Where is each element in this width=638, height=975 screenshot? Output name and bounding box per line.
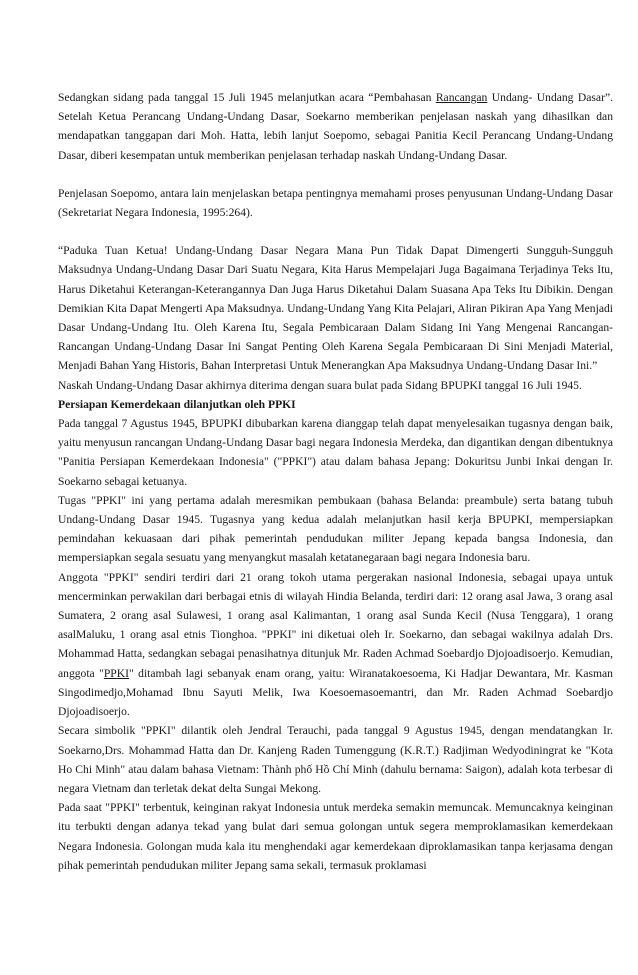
section-heading: Persiapan Kemerdekaan dilanjutkan oleh PPKI xyxy=(58,397,296,411)
quote-soepomo: “Paduka Tuan Ketua! Undang-Undang Dasar Negara Mana Pun Tidak Dapat Dimengerti Sungguh-Sungguh Maksudnya Undang-Undang Dasar Dari Suatu Negara, Kita Harus Mempelajari Juga Bagaimana Terjadinya Teks Itu, Harus Diketahui Keterangan-Keterangannya Dan Juga Harus Diketahui Dalam Suasana Apa Teks Itu Dibikin. Dengan Demikian Kita Dapat Mengerti Apa Maksudnya. Undang-Undang Yang Kita Pelajari, Aliran Pikiran Apa Yang Menjadi Dasar Undang-Undang Itu. Oleh Karena Itu, Segala Pembicaraan Dalam Sidang Ini Yang Mengenai Rancangan-Rancangan Undang-Undang Dasar Ini Sangat Penting Oleh Karena Segala Pembicaraan Di Sini Menjadi Material, Menjadi Bahan Yang Historis, Bahan Interpretasi Untuk Menerangkan Apa Maksudnya Undang-Undang Dasar Ini.” xyxy=(58,244,613,373)
document-page xyxy=(58,88,613,875)
paragraph-penjelasan-soepomo: Penjelasan Soepomo, antara lain menjelaskan betapa pentingnya memahami proses penyusunan Undang-Undang Dasar (Sekretariat Negara Indonesia, 1995:264). xyxy=(58,186,613,220)
paragraph-anggota-ppki xyxy=(58,568,613,722)
paragraph-text: " ditambah lagi sebanyak enam orang, yaitu: Wiranatakoesoema, Ki Hadjar Dewantara, Mr. Kasman Singodimedjo,Mohamad Ibnu Sayuti Melik, Iwa Koesoemasoemantri, dan Mr. Raden Achmad Soebardjo Djojoadisoerjo. xyxy=(58,666,613,719)
paragraph-tugas-ppki: Tugas "PPKI" ini yang pertama adalah meresmikan pembukaan (bahasa Belanda: preambule) serta batang tubuh Undang-Undang Dasar 1945. Tugasnya yang kedua adalah melanjutkan hasil kerja BPUPKI, mempersiapkan pemindahan kekuasaan dari pihak pemerintah pendudukan militer Jepang kepada bangsa Indonesia, dan mempersiapkan segala sesuatu yang menyangkut masalah ketatanegaraan bagi negara Indonesia baru. xyxy=(58,493,613,565)
paragraph-text: Sedangkan sidang pada tanggal 15 Juli 1945 melanjutkan acara “Pembahasan xyxy=(58,91,436,104)
paragraph-naskah-diterima: Naskah Undang-Undang Dasar akhirnya diterima dengan suara bulat pada Sidang BPUPKI tanggal 16 Juli 1945. xyxy=(58,378,582,392)
paragraph-sidang-15-juli xyxy=(58,88,613,165)
paragraph-text: Undang- Undang Dasar”. Setelah Ketua Perancang Undang-Undang Dasar, Soekarno memberikan penjelasan naskah yang dihasilkan dan mendapatkan tanggapan dari Moh. Hatta, lebih lanjut Soepomo, sebagai Panitia Kecil Perancang Undang-Undang Dasar, diberi kesempatan untuk memberikan penjelasan terhadap naskah Undang-Undang Dasar. xyxy=(58,91,613,162)
paragraph-text: Anggota "PPKI" sendiri terdiri dari 21 orang tokoh utama pergerakan nasional Indonesia, sebagai upaya untuk mencerminkan perwakilan dari berbagai etnis di wilayah Hindia Belanda, terdiri dari: 12 orang asal Jawa, 3 orang asal Sumatera, 2 orang asal Sulawesi, 1 orang asal Kalimantan, 1 orang asal Sunda Kecil (Nusa Tenggara), 1 orang asalMaluku, 1 orang asal etnis Tionghoa. "PPKI" ini diketuai oleh Ir. Soekarno, dan sebagai wakilnya adalah Drs. Mohammad Hatta, sedangkan sebagai penasihatnya ditunjuk Mr. Raden Achmad Soebardjo Djojoadisoerjo. Kemudian, anggota " xyxy=(58,570,613,680)
paragraph-bpupki-dibubarkan: Pada tanggal 7 Agustus 1945, BPUPKI dibubarkan karena dianggap telah dapat menyelesaikan tugasnya dengan baik, yaitu menyusun rancangan Undang-Undang Dasar bagi negara Indonesia Merdeka, dan digantikan dengan dibentuknya "Panitia Persiapan Kemerdekaan Indonesia" ("PPKI") atau dalam bahasa Jepang: Dokuritsu Junbi Inkai dengan Ir. Soekarno sebagai ketuanya. xyxy=(58,417,613,488)
paragraph-ppki-terbentuk: Pada saat "PPKI" terbentuk, keinginan rakyat Indonesia untuk merdeka semakin memuncak. Memuncaknya keinginan itu terbukti dengan adanya tekad yang bulat dari semua golongan untuk segera memproklamasikan kemerdekaan Negara Indonesia. Golongan muda kala itu menghendaki agar kemerdekaan diproklamasikan tanpa kerjasama dengan pihak pemerintah pendudukan militer Jepang sama sekali, termasuk proklamasi xyxy=(58,801,613,872)
rancangan-link[interactable]: Rancangan xyxy=(435,91,488,104)
paragraph-pelantikan-ppki: Secara simbolik "PPKI" dilantik oleh Jendral Terauchi, pada tanggal 9 Agustus 1945, dengan mendatangkan Ir. Soekarno,Drs. Mohammad Hatta dan Dr. Kanjeng Raden Tumenggung (K.R.T.) Radjiman Wedyodiningrat ke "Kota Ho Chi Minh" atau dalam bahasa Vietnam: Thành phố Hồ Chí Minh (dahulu bernama: Saigon), adalah kota terbesar di negara Vietnam dan terletak dekat delta Sungai Mekong. xyxy=(58,724,613,795)
ppki-link[interactable]: PPKI xyxy=(103,666,129,680)
